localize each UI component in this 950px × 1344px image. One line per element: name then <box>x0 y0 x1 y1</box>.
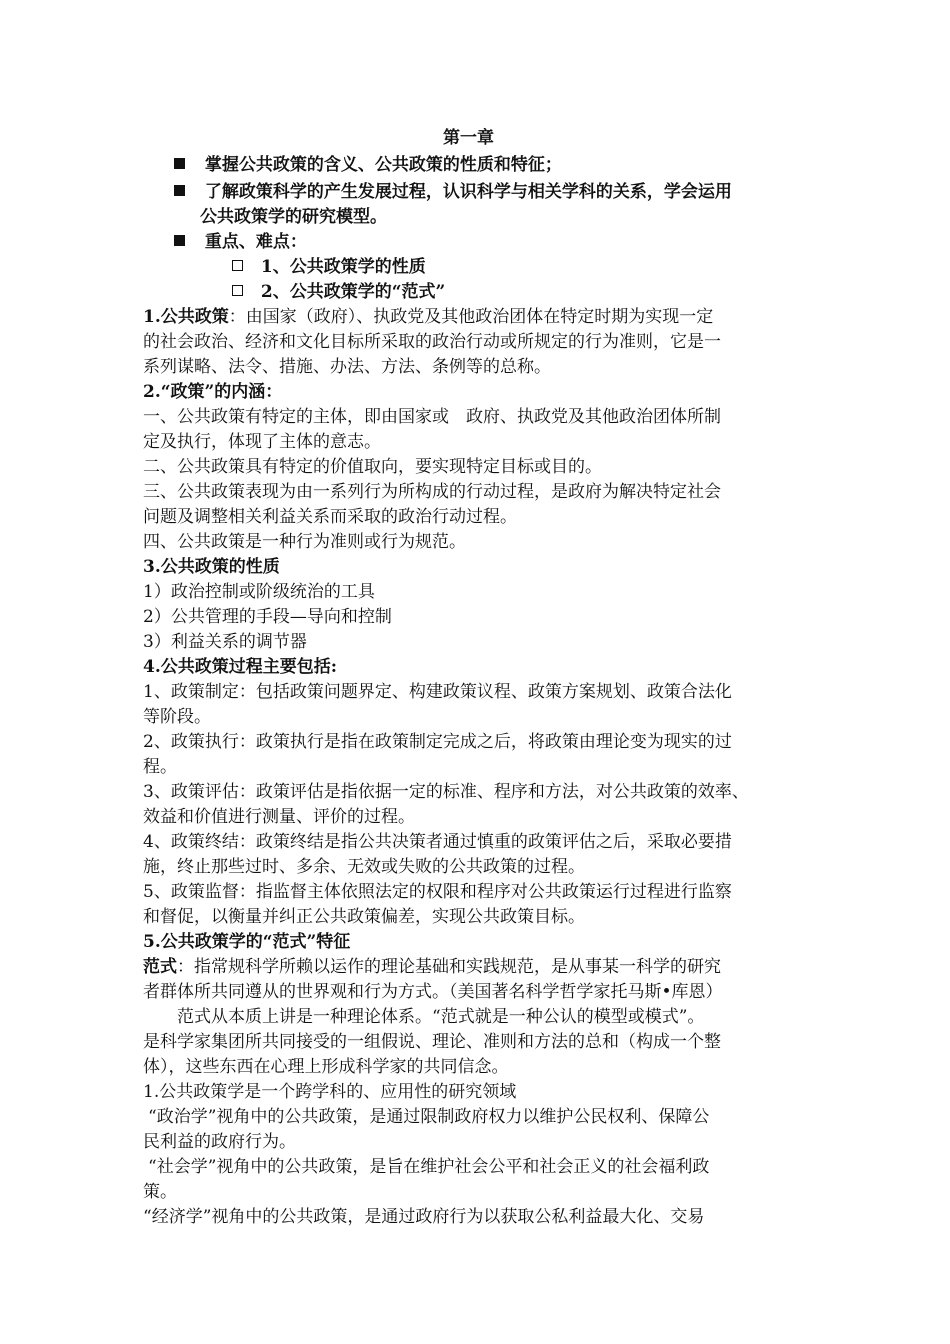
section-1-line: 1.公共政策：由国家（政府）、执政党及其他政治团体在特定时期为实现一定 <box>143 307 714 327</box>
chapter-title: 第一章 <box>443 128 494 148</box>
section-4-line: 和督促，以衡量并纠正公共政策偏差，实现公共政策目标。 <box>143 907 585 927</box>
filled-square-bullet-icon <box>174 235 185 246</box>
section-3-heading: 3.公共政策的性质 <box>143 557 280 577</box>
section-5-line: 是科学家集团所共同接受的一组假说、理论、准则和方法的总和（构成一个整 <box>143 1032 721 1052</box>
section-4-line: 3、政策评估：政策评估是指依据一定的标准、程序和方法，对公共政策的效率、 <box>143 782 749 802</box>
section-4-line: 4、政策终结：政策终结是指公共决策者通过慎重的政策评估之后，采取必要措 <box>143 832 732 852</box>
section-5-line: 范式从本质上讲是一种理论体系。“范式就是一种公认的模型或模式”。 <box>177 1007 705 1027</box>
section-4-line: 2、政策执行：政策执行是指在政策制定完成之后，将政策由理论变为现实的过 <box>143 732 732 752</box>
section-4-line: 5、政策监督：指监督主体依照法定的权限和程序对公共政策运行过程进行监察 <box>143 882 732 902</box>
empty-checkbox-icon <box>232 285 243 296</box>
objective-item <box>174 230 307 254</box>
section-5-heading: 5.公共政策学的“范式”特征 <box>143 932 351 952</box>
section-5-line: 民利益的政府行为。 <box>143 1132 296 1152</box>
section-5-line: 范式：指常规科学所赖以运作的理论基础和实践规范，是从事某一科学的研究 <box>143 957 721 977</box>
section-3-line: 3）利益关系的调节器 <box>143 632 307 652</box>
section-3-line: 1）政治控制或阶级统治的工具 <box>143 582 375 602</box>
section-5-line: 1.公共政策学是一个跨学科的、应用性的研究领域 <box>143 1082 517 1102</box>
section-4-line: 等阶段。 <box>143 707 211 727</box>
section-1-line: 系列谋略、法令、措施、办法、方法、条例等的总称。 <box>143 357 551 377</box>
section-2-line: 二、公共政策具有特定的价值取向，要实现特定目标或目的。 <box>143 457 602 477</box>
section-5-line: “社会学”视角中的公共政策，是旨在维护社会公平和社会正义的社会福利政 <box>148 1157 710 1177</box>
key-point-item <box>232 280 445 304</box>
section-2-line: 四、公共政策是一种行为准则或行为规范。 <box>143 532 466 552</box>
objective-text: 掌握公共政策的含义、公共政策的性质和特征； <box>204 155 562 175</box>
section-1-line: 的社会政治、经济和文化目标所采取的政治行动或所规定的行为准则，它是一 <box>143 332 721 352</box>
key-point-text: 2、公共政策学的“范式” <box>260 282 446 302</box>
section-4-line: 施，终止那些过时、多余、无效或失败的公共政策的过程。 <box>143 857 585 877</box>
objective-item <box>174 153 562 177</box>
filled-square-bullet-icon <box>174 185 185 196</box>
section-2-line: 问题及调整相关利益关系而采取的政治行动过程。 <box>143 507 517 527</box>
section-2-line: 定及执行，体现了主体的意志。 <box>143 432 381 452</box>
section-5-line: 体），这些东西在心理上形成科学家的共同信念。 <box>143 1057 509 1077</box>
section-4-line: 效益和价值进行测量、评价的过程。 <box>143 807 415 827</box>
section-2-line: 一、公共政策有特定的主体，即由国家或 政府、执政党及其他政治团体所制 <box>143 407 721 427</box>
section-5-line: 策。 <box>143 1182 177 1202</box>
section-2-heading: 2.“政策”的内涵： <box>143 382 283 402</box>
section-4-line: 程。 <box>143 757 177 777</box>
objective-text: 重点、难点： <box>204 232 307 252</box>
filled-square-bullet-icon <box>174 158 185 169</box>
empty-checkbox-icon <box>232 260 243 271</box>
key-point-text: 1、公共政策学的性质 <box>260 257 426 277</box>
paradigm-term: 范式 <box>143 957 177 977</box>
objective-text-continued: 公共政策学的研究模型。 <box>200 207 387 227</box>
section-5-line: “政治学”视角中的公共政策，是通过限制政府权力以维护公民权利、保障公 <box>148 1107 710 1127</box>
objective-item <box>174 180 732 204</box>
section-1-heading: 1.公共政策 <box>143 307 229 327</box>
section-5-line: “经济学”视角中的公共政策，是通过政府行为以获取公私利益最大化、交易 <box>143 1207 705 1227</box>
key-point-item <box>232 255 426 279</box>
section-4-heading: 4.公共政策过程主要包括: <box>143 657 338 677</box>
section-4-line: 1、政策制定：包括政策问题界定、构建政策议程、政策方案规划、政策合法化 <box>143 682 732 702</box>
section-3-line: 2）公共管理的手段—导向和控制 <box>143 607 392 627</box>
section-5-line: 者群体所共同遵从的世界观和行为方式。（美国著名科学哲学家托马斯•库恩） <box>143 982 723 1002</box>
objective-text: 了解政策科学的产生发展过程，认识科学与相关学科的关系，学会运用 <box>204 182 732 202</box>
section-2-line: 三、公共政策表现为由一系列行为所构成的行动过程，是政府为解决特定社会 <box>143 482 721 502</box>
